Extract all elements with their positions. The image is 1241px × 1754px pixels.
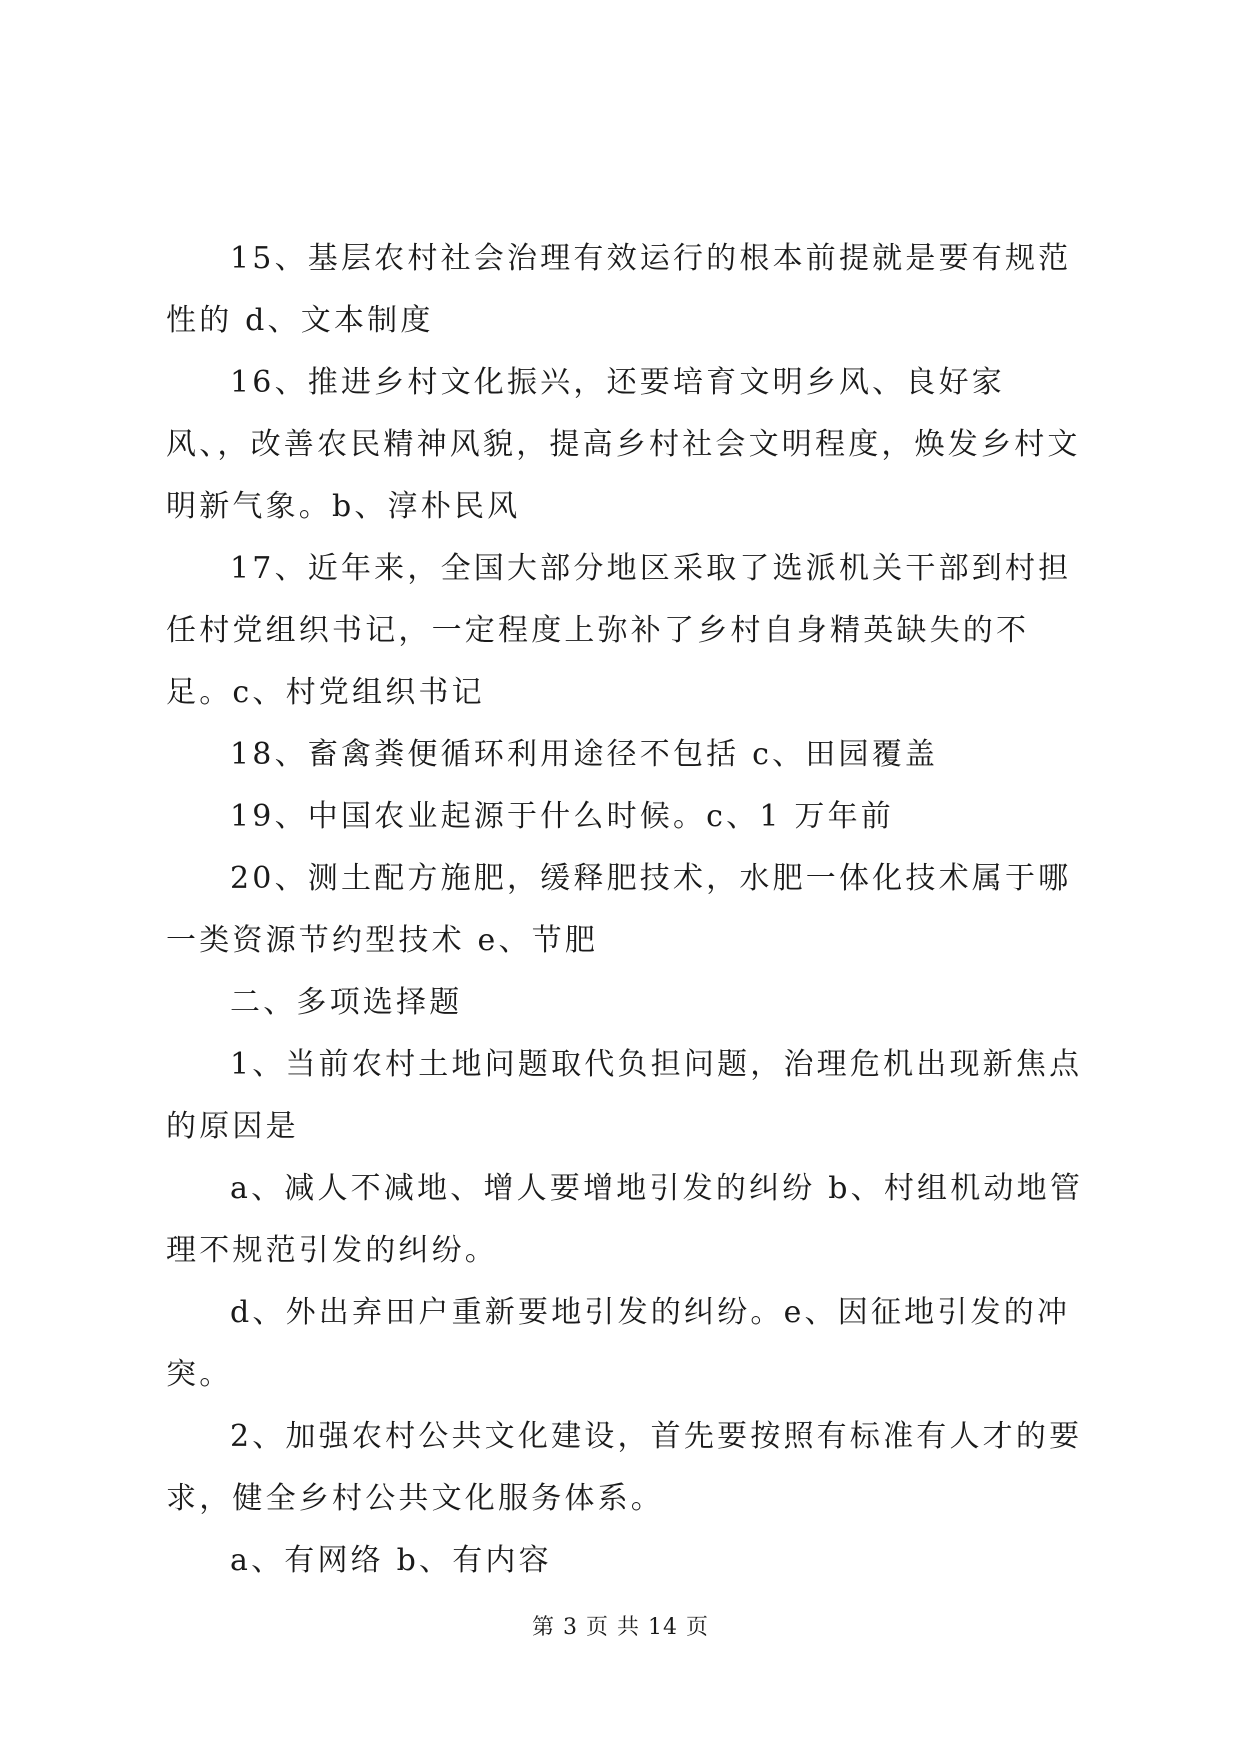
- paragraph-mq1: 1、当前农村土地问题取代负担问题，治理危机出现新焦点的原因是: [166, 1047, 1083, 1144]
- paragraph-q19: 19、中国农业起源于什么时候。c、1 万年前: [230, 799, 894, 834]
- paragraph-q15: 15、基层农村社会治理有效运行的根本前提就是要有规范性的 d、文本制度: [166, 241, 1072, 338]
- paragraph-q20: 20、测土配方施肥，缓释肥技术，水肥一体化技术属于哪一类资源节约型技术 e、节肥: [166, 861, 1072, 958]
- paragraph-q17: 17、近年来，全国大部分地区采取了选派机关干部到村担任村党组织书记，一定程度上弥补了乡村自身精英缺失的不足。c、村党组织书记: [166, 551, 1072, 710]
- document-body: [166, 228, 1086, 1592]
- paragraph-mq2-options-ab: a、有网络 b、有内容: [230, 1543, 552, 1578]
- page-number-footer: 第 3 页 共 14 页: [532, 1615, 709, 1640]
- paragraph-mq1-options-ab: a、减人不减地、增人要增地引发的纠纷 b、村组机动地管理不规范引发的纠纷。: [166, 1171, 1084, 1268]
- paragraph-mq2: 2、加强农村公共文化建设，首先要按照有标准有人才的要求，健全乡村公共文化服务体系。: [166, 1419, 1083, 1516]
- paragraph-q18: 18、畜禽粪便循环利用途径不包括 c、田园覆盖: [230, 737, 939, 772]
- section-heading-multiple-choice: 二、多项选择题: [230, 985, 463, 1020]
- paragraph-mq1-options-de: d、外出弃田户重新要地引发的纠纷。e、因征地引发的冲突。: [166, 1295, 1071, 1392]
- paragraph-q16: 16、推进乡村文化振兴，还要培育文明乡风、良好家风、，改善农民精神风貌，提高乡村社会文明程度，焕发乡村文明新气象。b、淳朴民风: [166, 365, 1081, 524]
